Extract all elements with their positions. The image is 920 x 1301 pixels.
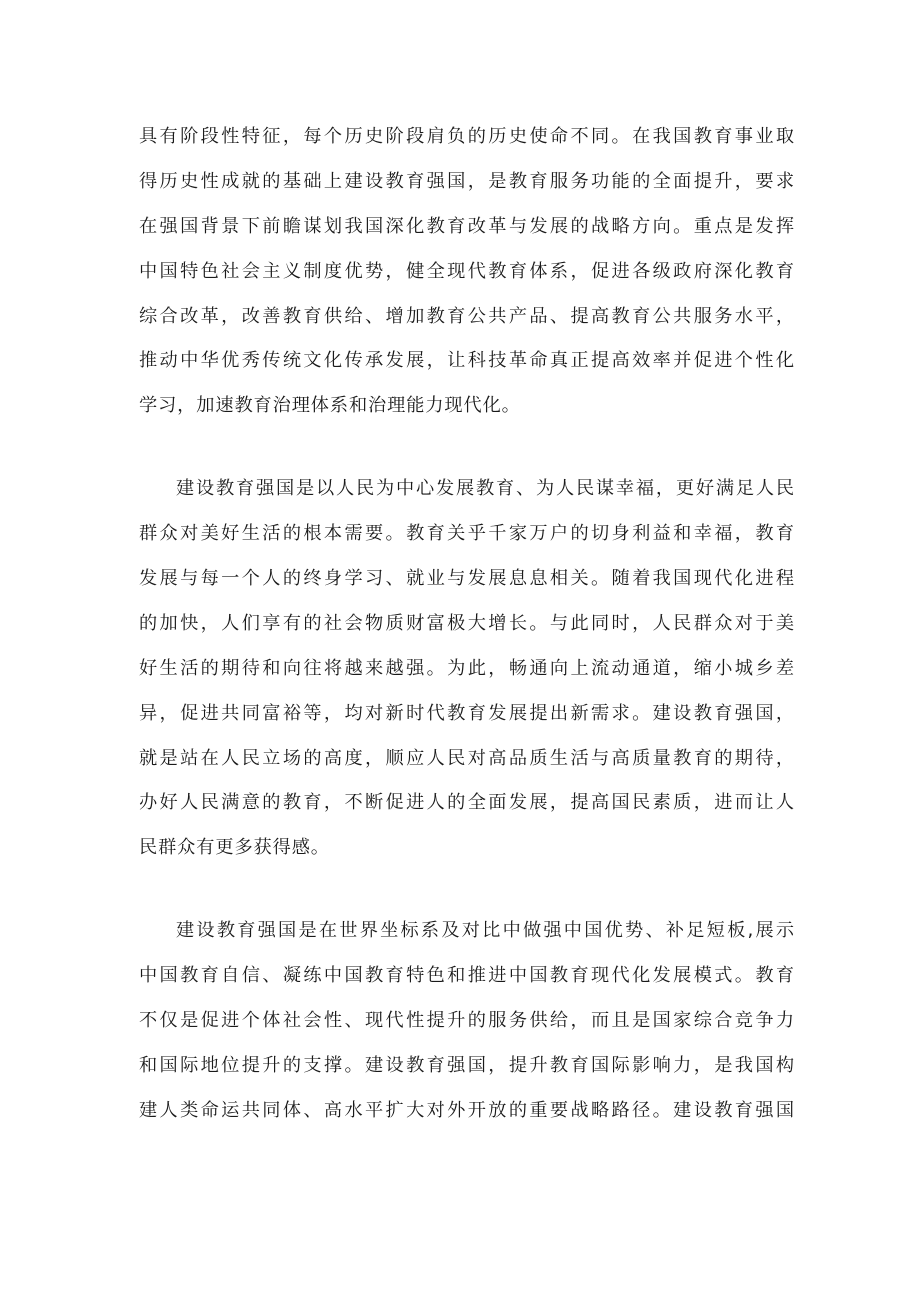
text-line: 得历史性成就的基础上建设教育强国，是教育服务功能的全面提升，要求 bbox=[139, 170, 795, 192]
text-line: 中国教育自信、凝练中国教育特色和推进中国教育现代化发展模式。教育 bbox=[139, 965, 795, 987]
text-line: 学习，加速教育治理体系和治理能力现代化。 bbox=[139, 395, 521, 417]
text-line: 民群众有更多获得感。 bbox=[139, 837, 330, 859]
text-line: 具有阶段性特征，每个历史阶段肩负的历史使命不同。在我国教育事业取 bbox=[139, 126, 795, 147]
text-line: 的加快，人们享有的社会物质财富极大增长。与此同时，人民群众对于美 bbox=[139, 612, 795, 634]
text-line: 异，促进共同富裕等，均对新时代教育发展提出新需求。建设教育强国， bbox=[139, 702, 795, 724]
document-body bbox=[139, 115, 795, 1134]
text-line: 建设教育强国是在世界坐标系及对比中做强中国优势、补足短板,展示 bbox=[176, 920, 795, 942]
text-line: 建人类命运共同体、高水平扩大对外开放的重要战略路径。建设教育强国 bbox=[139, 1099, 795, 1121]
paragraph-3 bbox=[139, 909, 795, 1133]
text-line: 就是站在人民立场的高度，顺应人民对高品质生活与高质量教育的期待， bbox=[139, 747, 795, 769]
text-line: 中国特色社会主义制度优势，健全现代教育体系，促进各级政府深化教育 bbox=[139, 260, 795, 282]
text-line: 建设教育强国是以人民为中心发展教育、为人民谋幸福，更好满足人民 bbox=[176, 478, 795, 500]
text-line: 不仅是促进个体社会性、现代性提升的服务供给，而且是国家综合竞争力 bbox=[139, 1010, 795, 1032]
text-line: 群众对美好生活的根本需要。教育关乎千家万户的切身利益和幸福，教育 bbox=[139, 523, 795, 545]
text-line: 在强国背景下前瞻谋划我国深化教育改革与发展的战略方向。重点是发挥 bbox=[139, 215, 795, 237]
text-line: 发展与每一个人的终身学习、就业与发展息息相关。随着我国现代化进程 bbox=[139, 568, 795, 590]
text-line: 综合改革，改善教育供给、增加教育公共产品、提高教育公共服务水平， bbox=[139, 305, 795, 327]
text-line: 好生活的期待和向往将越来越强。为此，畅通向上流动通道，缩小城乡差 bbox=[139, 657, 795, 679]
paragraph-1 bbox=[139, 115, 795, 429]
text-line: 和国际地位提升的支撑。建设教育强国，提升教育国际影响力，是我国构 bbox=[139, 1054, 795, 1076]
text-line: 办好人民满意的教育，不断促进人的全面发展，提高国民素质，进而让人 bbox=[139, 792, 795, 814]
paragraph-2 bbox=[139, 467, 795, 871]
text-line: 推动中华优秀传统文化传承发展，让科技革命真正提高效率并促进个性化 bbox=[139, 350, 795, 372]
